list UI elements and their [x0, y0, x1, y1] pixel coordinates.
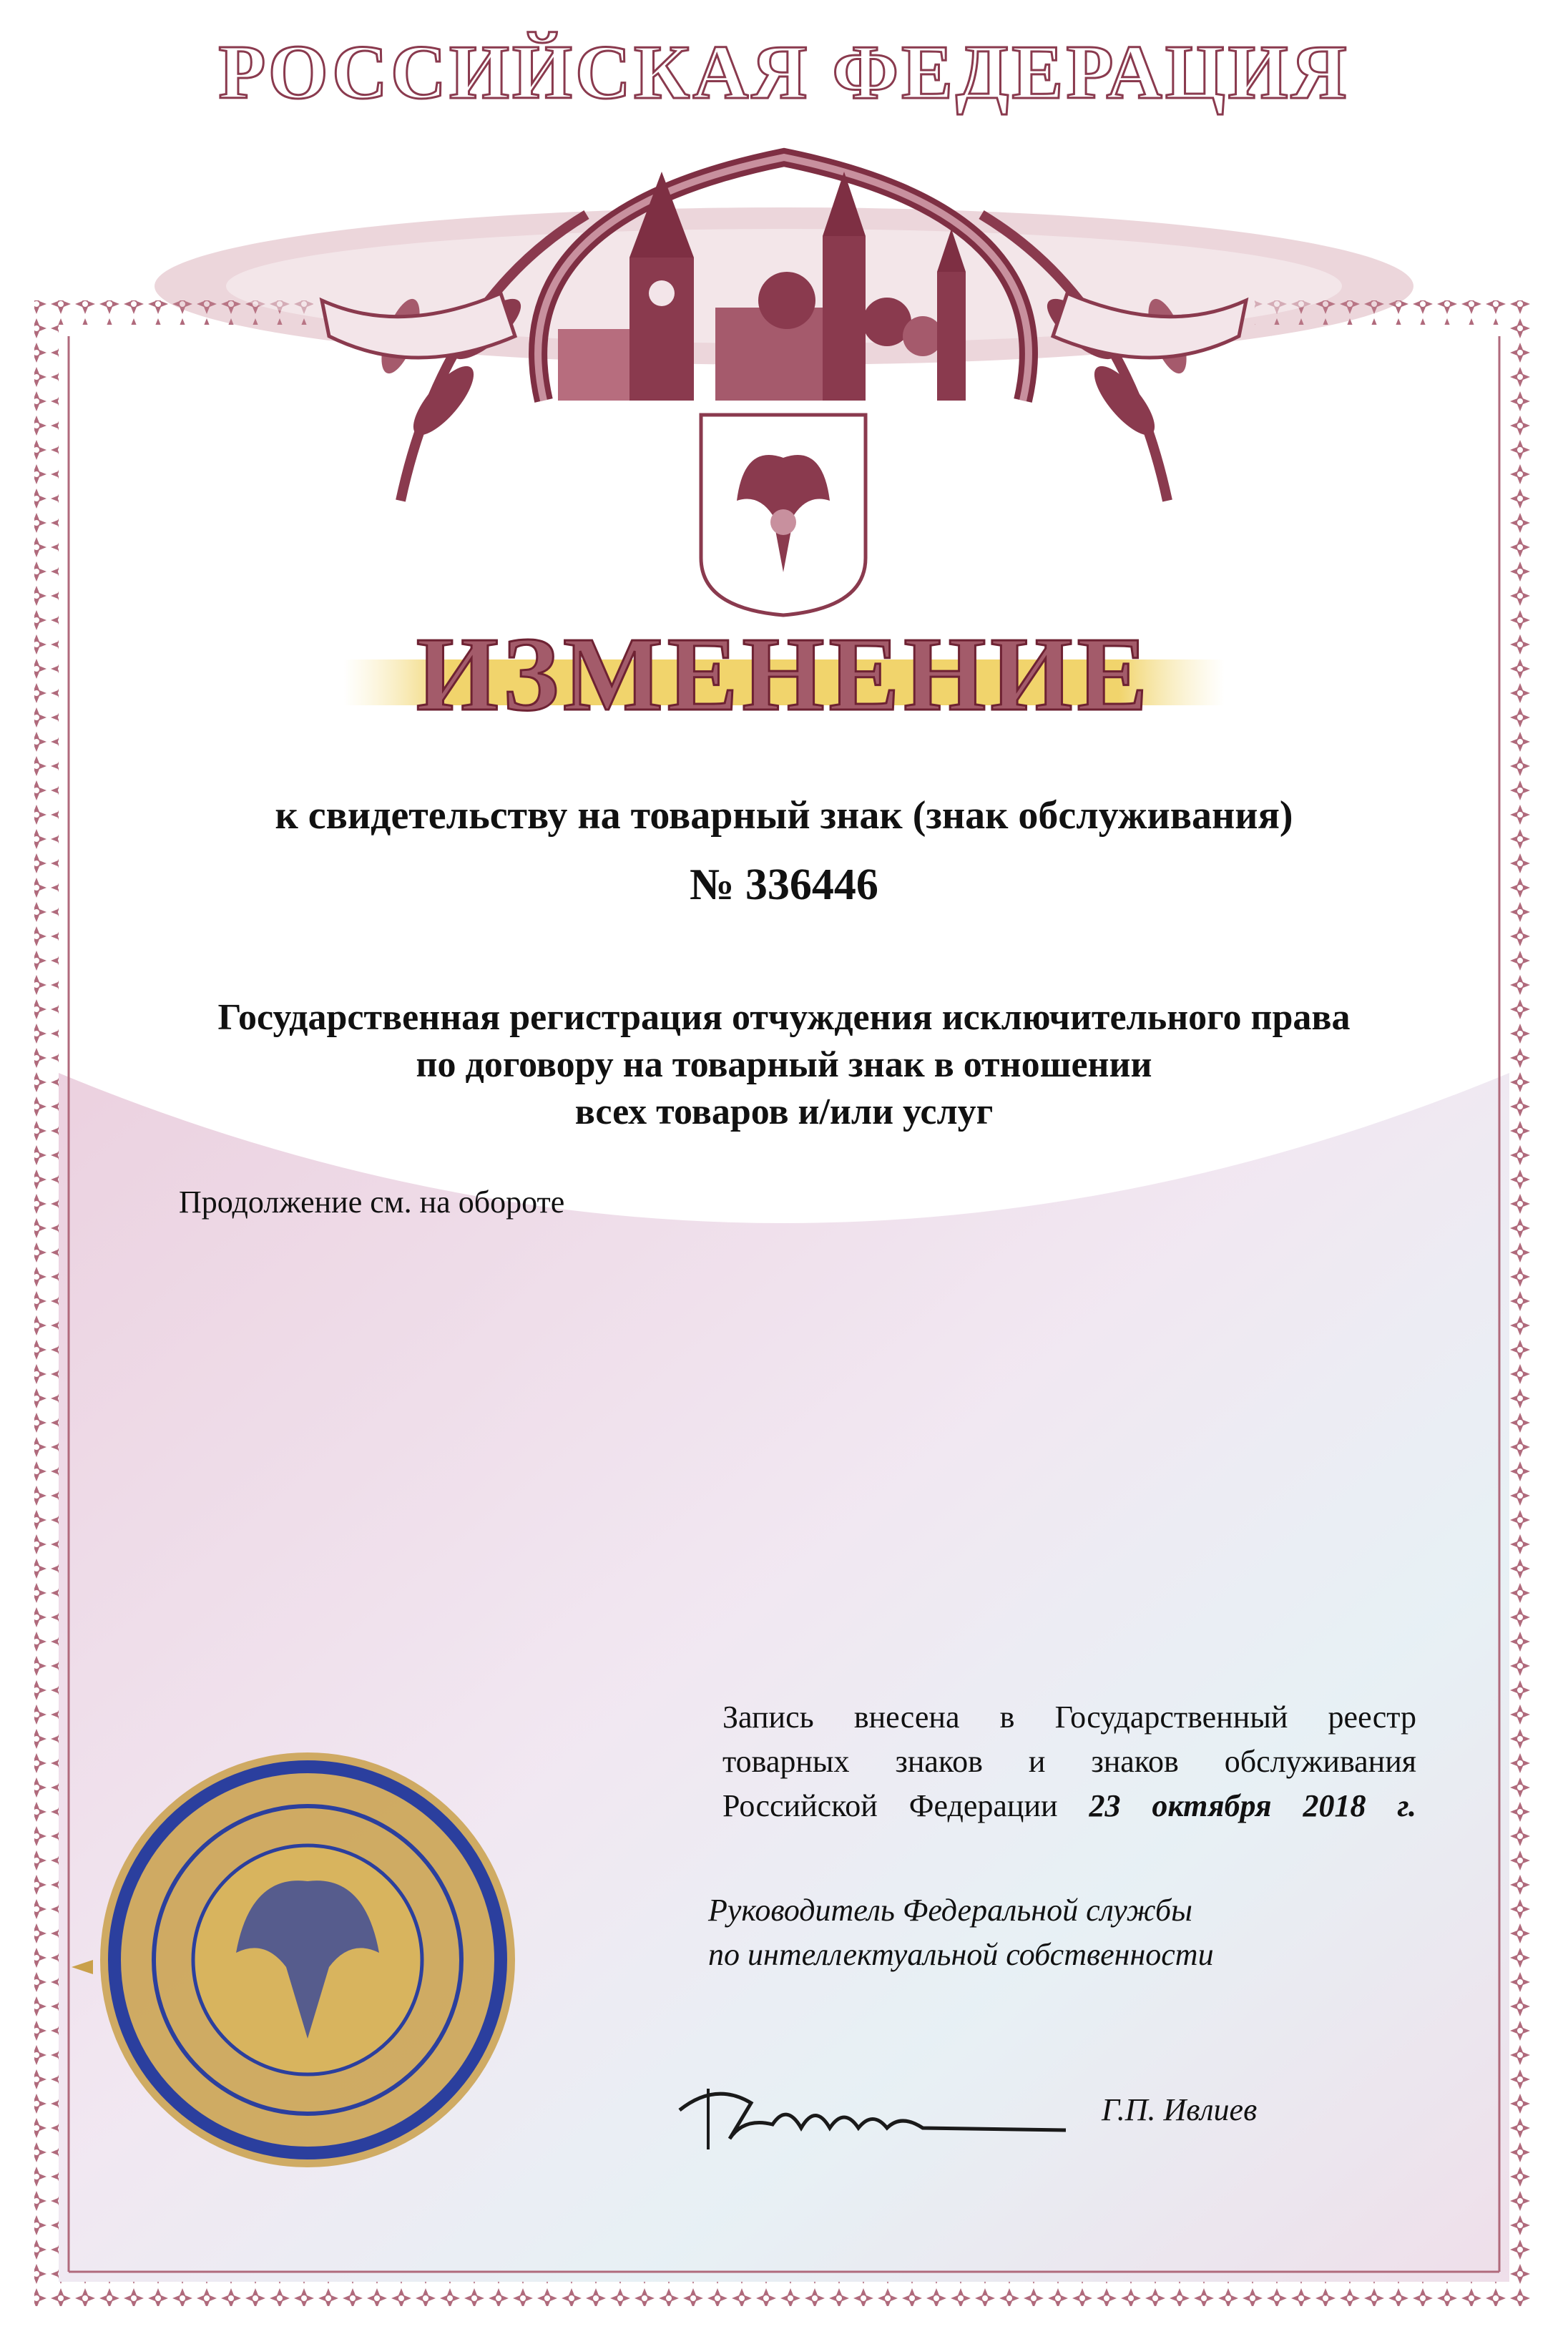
- coat-of-arms-shield: [701, 415, 866, 615]
- position-line-1: Руководитель Федеральной службы: [708, 1893, 1192, 1928]
- continuation-note: Продолжение см. на обороте: [179, 1185, 565, 1220]
- record-line-1: Запись внесена в Государственный реестр: [722, 1700, 1416, 1735]
- description-line-2: по договору на товарный знак в отношении: [416, 1044, 1152, 1085]
- record-line-2: товарных знаков и знаков обслуживания: [722, 1744, 1416, 1779]
- registration-description: [0, 994, 1568, 1136]
- description-line-3: всех товаров и/или услуг: [574, 1092, 994, 1132]
- signatory-position: [708, 1888, 1214, 1977]
- record-line-3: [722, 1784, 1416, 1828]
- frame-right-border: [1509, 300, 1534, 2303]
- position-line-2: по интеллектуальной собственности: [708, 1937, 1214, 1972]
- description-line-1: Государственная регистрация отчуждения исключительного права: [217, 997, 1351, 1038]
- signatory-name: Г.П. Ивлиев: [1102, 2092, 1258, 2127]
- registry-record: [722, 1695, 1416, 1828]
- record-line-3-prefix: Российской Федерации: [722, 1788, 1058, 1823]
- certificate-subtitle: к свидетельству на товарный знак (знак обслуживания): [275, 793, 1293, 838]
- certificate-number: № 336446: [690, 860, 878, 909]
- country-title: РОССИЙСКАЯ ФЕДЕРАЦИЯ: [218, 30, 1350, 115]
- record-date: 23 октября 2018 г.: [1089, 1788, 1417, 1823]
- frame-left-border: [34, 300, 59, 2303]
- frame-bottom-border: [34, 2282, 1534, 2306]
- document-title: ИЗМЕНЕНИЕ: [416, 616, 1152, 733]
